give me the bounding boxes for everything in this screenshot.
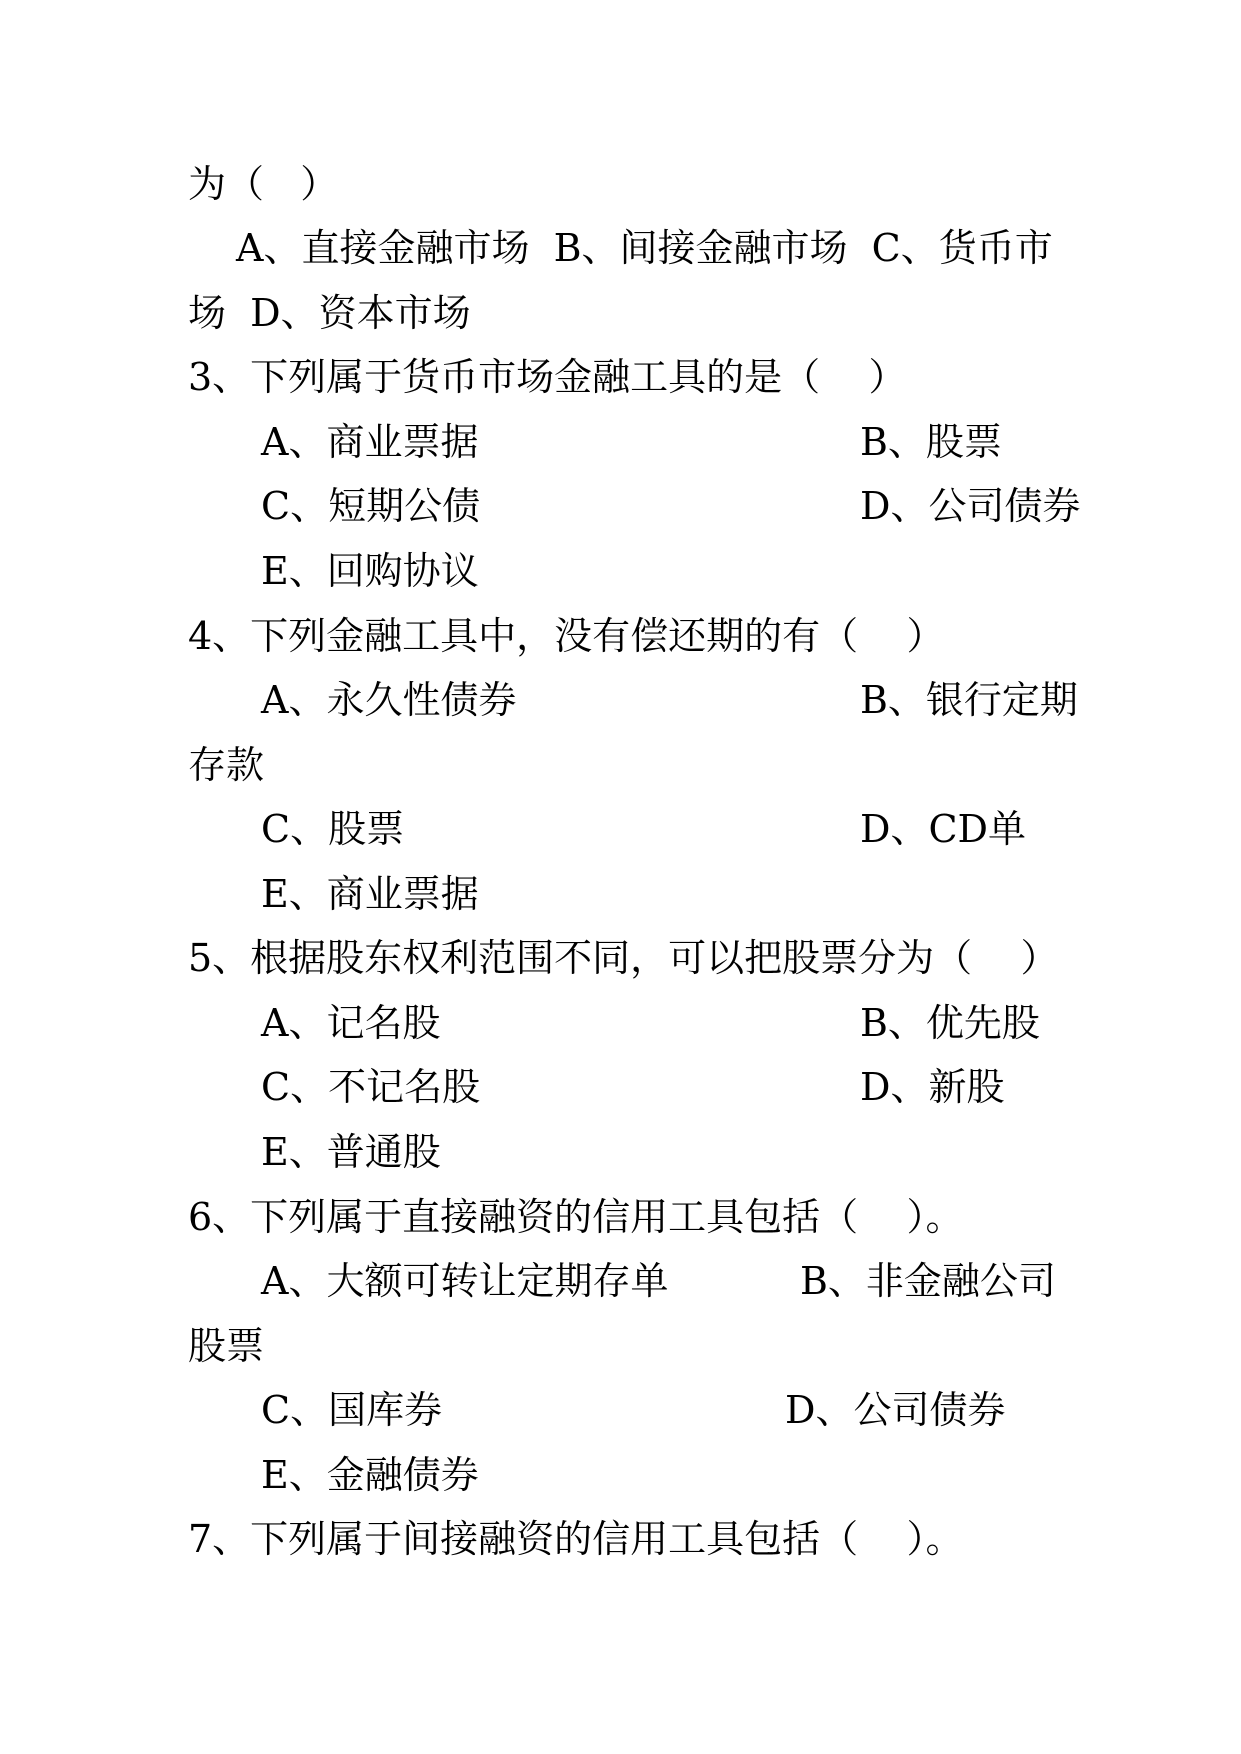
option-a: A、商业票据 xyxy=(261,420,479,464)
text-line: 股票 xyxy=(188,1324,265,1368)
question-3: 3、下列属于货币市场金融工具的是（ ） xyxy=(188,355,907,399)
text-line: 存款 xyxy=(188,743,265,787)
option-e: E、金融债券 xyxy=(261,1453,479,1497)
option-c: C、不记名股 xyxy=(261,1065,481,1109)
option-c: C、短期公债 xyxy=(261,484,481,528)
text-line: 为（ ） xyxy=(188,162,339,206)
option-d: D、CD单 xyxy=(860,807,1027,851)
question-7: 7、下列属于间接融资的信用工具包括（ ）。 xyxy=(188,1517,964,1561)
option-a: A、大额可转让定期存单 xyxy=(261,1259,669,1303)
option-c: C、国库券 xyxy=(261,1388,443,1432)
option-e: E、普通股 xyxy=(261,1130,441,1174)
question-6: 6、下列属于直接融资的信用工具包括（ ）。 xyxy=(188,1195,964,1239)
option-d: D、新股 xyxy=(860,1065,1005,1109)
option-a: A、记名股 xyxy=(261,1001,441,1045)
text-line: 场 D、资本市场 xyxy=(188,291,471,335)
option-b: B、优先股 xyxy=(860,1001,1040,1045)
option-d: D、公司债券 xyxy=(785,1388,1006,1432)
text-line: A、直接金融市场 B、间接金融市场 C、货币市 xyxy=(236,226,1053,270)
option-a: A、永久性债券 xyxy=(261,678,517,722)
question-5: 5、根据股东权利范围不同，可以把股票分为（ ） xyxy=(188,936,1059,980)
option-e: E、商业票据 xyxy=(261,872,479,916)
option-c: C、股票 xyxy=(261,807,405,851)
option-b: B、银行定期 xyxy=(860,678,1078,722)
option-e: E、回购协议 xyxy=(261,549,479,593)
option-d: D、公司债券 xyxy=(860,484,1081,528)
option-b: B、股票 xyxy=(860,420,1002,464)
option-b: B、非金融公司 xyxy=(800,1259,1056,1303)
question-4: 4、下列金融工具中，没有偿还期的有（ ） xyxy=(188,614,945,658)
